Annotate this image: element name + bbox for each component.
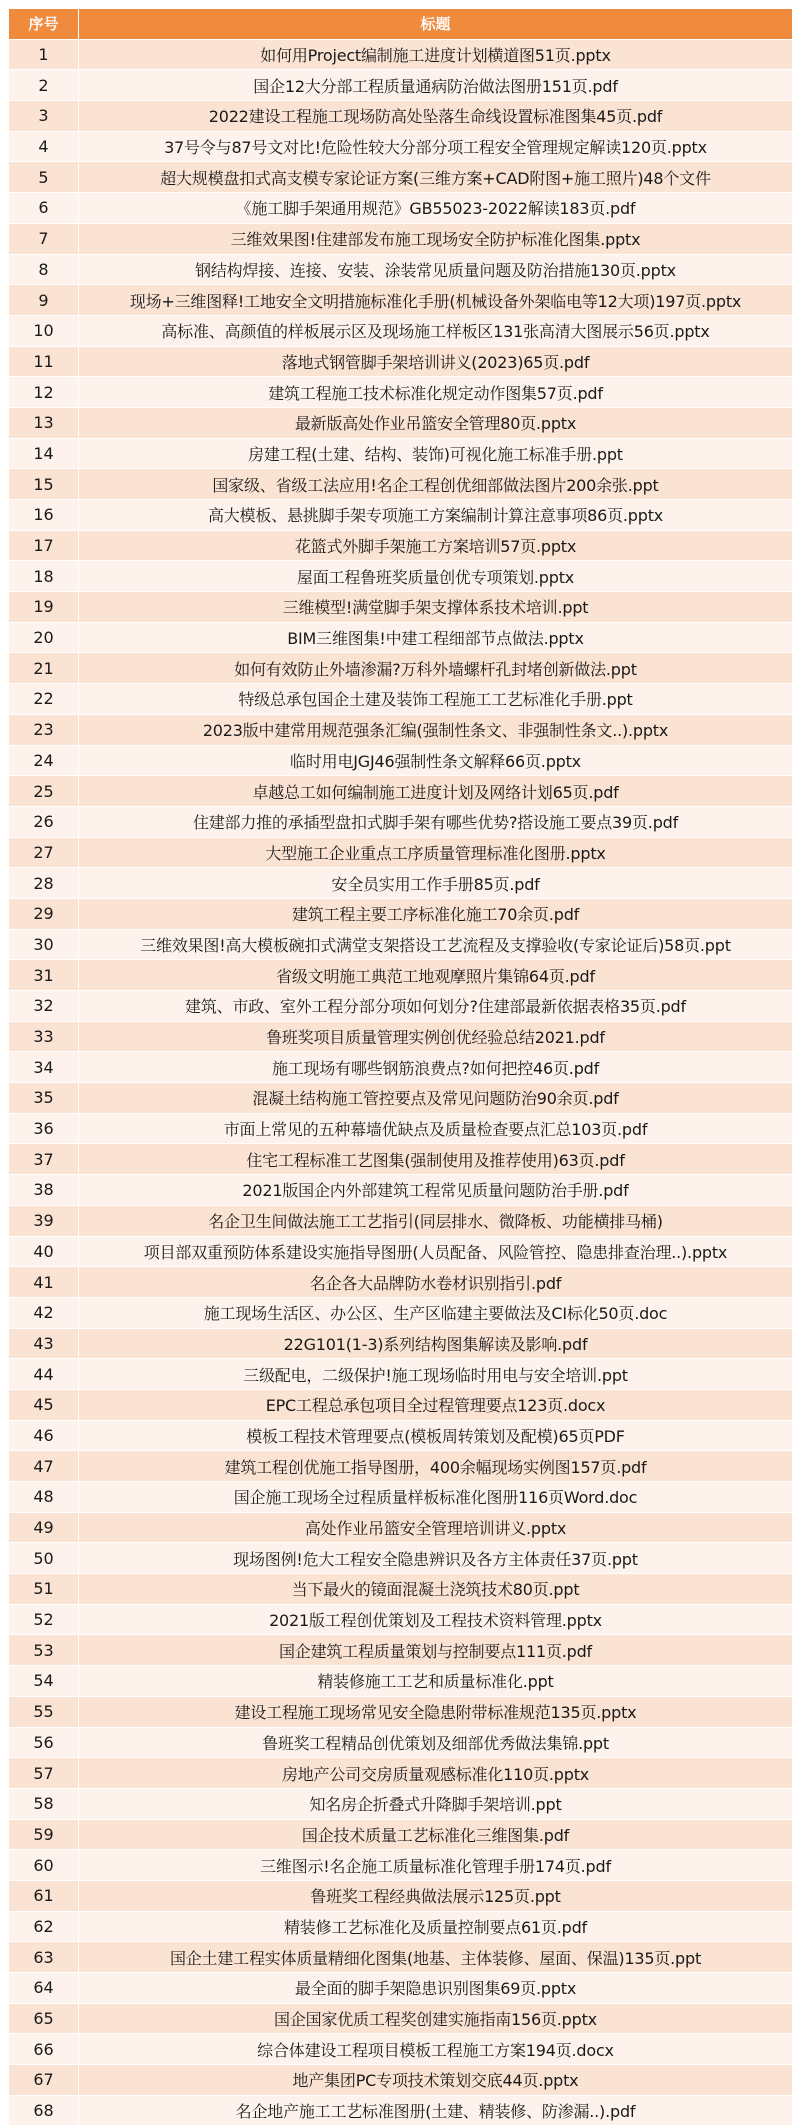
row-number: 38 (9, 1175, 79, 1206)
row-title: 省级文明施工典范工地观摩照片集锦64页.pdf (79, 960, 793, 991)
document-table-container (8, 8, 792, 2126)
table-row (9, 1788, 793, 1819)
table-row (9, 745, 793, 776)
table-row (9, 653, 793, 684)
row-title: BIM三维图集!中建工程细部节点做法.pptx (79, 622, 793, 653)
table-row (9, 561, 793, 592)
row-title: 如何用Project编制施工进度计划横道图51页.pptx (79, 39, 793, 70)
row-title: 2022建设工程施工现场防高处坠落生命线设置标准图集45页.pdf (79, 101, 793, 132)
table-row (9, 1942, 793, 1973)
table-row (9, 1021, 793, 1052)
table-row (9, 346, 793, 377)
row-title: 国企技术质量工艺标准化三维图集.pdf (79, 1819, 793, 1850)
row-title: 混凝土结构施工管控要点及常见问题防治90余页.pdf (79, 1083, 793, 1114)
row-number: 33 (9, 1021, 79, 1052)
row-title: 国企12大分部工程质量通病防治做法图册151页.pdf (79, 70, 793, 101)
row-title: 高标准、高颜值的样板展示区及现场施工样板区131张高清大图展示56页.pptx (79, 315, 793, 346)
row-title: 地产集团PC专项技术策划交底44页.pptx (79, 2065, 793, 2096)
table-row (9, 868, 793, 899)
row-number: 66 (9, 2034, 79, 2065)
row-number: 8 (9, 254, 79, 285)
table-row (9, 1083, 793, 1114)
table-row (9, 837, 793, 868)
table-row (9, 1420, 793, 1451)
row-title: 钢结构焊接、连接、安装、涂装常见质量问题及防治措施130页.pptx (79, 254, 793, 285)
row-number: 48 (9, 1482, 79, 1513)
row-number: 10 (9, 315, 79, 346)
row-title: 建筑工程施工技术标准化规定动作图集57页.pdf (79, 377, 793, 408)
row-title: 项目部双重预防体系建设实施指导图册(人员配备、风险管控、隐患排查治理..).pptx (79, 1236, 793, 1267)
row-number: 60 (9, 1850, 79, 1881)
table-row (9, 162, 793, 193)
row-number: 3 (9, 101, 79, 132)
table-row (9, 407, 793, 438)
row-number: 17 (9, 530, 79, 561)
row-number: 9 (9, 285, 79, 316)
row-number: 29 (9, 898, 79, 929)
table-row (9, 2065, 793, 2096)
table-row (9, 1205, 793, 1236)
row-title: 屋面工程鲁班奖质量创优专项策划.pptx (79, 561, 793, 592)
row-number: 28 (9, 868, 79, 899)
table-row (9, 991, 793, 1022)
table-row (9, 960, 793, 991)
table-row (9, 500, 793, 531)
table-row (9, 1052, 793, 1083)
row-title: 大型施工企业重点工序质量管理标准化图册.pptx (79, 837, 793, 868)
table-row (9, 1297, 793, 1328)
row-title: 国企土建工程实体质量精细化图集(地基、主体装修、屋面、保温)135页.ppt (79, 1942, 793, 1973)
row-title: 国家级、省级工法应用!名企工程创优细部做法图片200余张.ppt (79, 469, 793, 500)
row-title: 特级总承包国企土建及装饰工程施工工艺标准化手册.ppt (79, 684, 793, 715)
table-row (9, 2095, 793, 2126)
row-title: 精装修施工工艺和质量标准化.ppt (79, 1666, 793, 1697)
table-row (9, 377, 793, 408)
row-number: 19 (9, 592, 79, 623)
row-title: 花篮式外脚手架施工方案培训57页.pptx (79, 530, 793, 561)
table-row (9, 469, 793, 500)
table-row (9, 1389, 793, 1420)
row-number: 18 (9, 561, 79, 592)
table-row (9, 684, 793, 715)
table-row (9, 1267, 793, 1298)
row-title: 鲁班奖工程精品创优策划及细部优秀做法集锦.ppt (79, 1727, 793, 1758)
row-title: 三维图示!名企施工质量标准化管理手册174页.pdf (79, 1850, 793, 1881)
table-row (9, 223, 793, 254)
row-title: 《施工脚手架通用规范》GB55023-2022解读183页.pdf (79, 193, 793, 224)
row-title: 最新版高处作业吊篮安全管理80页.pptx (79, 407, 793, 438)
row-title: 房建工程(土建、结构、装饰)可视化施工标准手册.ppt (79, 438, 793, 469)
table-row (9, 1696, 793, 1727)
row-number: 65 (9, 2003, 79, 2034)
row-title: 知名房企折叠式升降脚手架培训.ppt (79, 1788, 793, 1819)
row-title: 国企建筑工程质量策划与控制要点111页.pdf (79, 1635, 793, 1666)
table-row (9, 1144, 793, 1175)
row-title: 现场图例!危大工程安全隐患辨识及各方主体责任37页.ppt (79, 1543, 793, 1574)
row-title: 临时用电JGJ46强制性条文解释66页.pptx (79, 745, 793, 776)
row-number: 26 (9, 806, 79, 837)
table-row (9, 1850, 793, 1881)
row-number: 41 (9, 1267, 79, 1298)
file-list-table (8, 8, 793, 2126)
row-number: 62 (9, 1911, 79, 1942)
row-number: 24 (9, 745, 79, 776)
table-row (9, 1482, 793, 1513)
table-row (9, 1758, 793, 1789)
row-number: 36 (9, 1113, 79, 1144)
row-title: 市面上常见的五种幕墙优缺点及质量检查要点汇总103页.pdf (79, 1113, 793, 1144)
row-number: 30 (9, 929, 79, 960)
row-number: 59 (9, 1819, 79, 1850)
row-number: 58 (9, 1788, 79, 1819)
table-row (9, 438, 793, 469)
row-title: 建设工程施工现场常见安全隐患附带标准规范135页.pptx (79, 1696, 793, 1727)
table-body (9, 39, 793, 2126)
row-number: 53 (9, 1635, 79, 1666)
table-row (9, 1512, 793, 1543)
row-title: 2021版工程创优策划及工程技术资料管理.pptx (79, 1604, 793, 1635)
row-number: 21 (9, 653, 79, 684)
row-title: 建筑、市政、室外工程分部分项如何划分?住建部最新依据表格35页.pdf (79, 991, 793, 1022)
table-row (9, 714, 793, 745)
table-row (9, 131, 793, 162)
row-number: 35 (9, 1083, 79, 1114)
table-row (9, 1328, 793, 1359)
row-title: 施工现场生活区、办公区、生产区临建主要做法及CI标化50页.doc (79, 1297, 793, 1328)
table-row (9, 1574, 793, 1605)
table-row (9, 1543, 793, 1574)
table-row (9, 1113, 793, 1144)
row-number: 64 (9, 1973, 79, 2004)
row-number: 56 (9, 1727, 79, 1758)
row-title: 精装修工艺标准化及质量控制要点61页.pdf (79, 1911, 793, 1942)
row-number: 37 (9, 1144, 79, 1175)
row-number: 43 (9, 1328, 79, 1359)
row-number: 57 (9, 1758, 79, 1789)
row-number: 51 (9, 1574, 79, 1605)
row-number: 45 (9, 1389, 79, 1420)
row-title: 国企施工现场全过程质量样板标准化图册116页Word.doc (79, 1482, 793, 1513)
table-row (9, 776, 793, 807)
row-title: 施工现场有哪些钢筋浪费点?如何把控46页.pdf (79, 1052, 793, 1083)
table-row (9, 898, 793, 929)
row-number: 55 (9, 1696, 79, 1727)
table-row (9, 315, 793, 346)
row-title: 三维效果图!高大模板碗扣式满堂支架搭设工艺流程及支撑验收(专家论证后)58页.ppt (79, 929, 793, 960)
table-row (9, 2034, 793, 2065)
row-title: 落地式钢管脚手架培训讲义(2023)65页.pdf (79, 346, 793, 377)
row-title: 最全面的脚手架隐患识别图集69页.pptx (79, 1973, 793, 2004)
row-number: 6 (9, 193, 79, 224)
row-number: 31 (9, 960, 79, 991)
table-row (9, 1359, 793, 1390)
row-title: 三维模型!满堂脚手架支撑体系技术培训.ppt (79, 592, 793, 623)
row-title: 模板工程技术管理要点(模板周转策划及配模)65页PDF (79, 1420, 793, 1451)
row-number: 40 (9, 1236, 79, 1267)
row-number: 49 (9, 1512, 79, 1543)
row-title: 37号令与87号文对比!危险性较大分部分项工程安全管理规定解读120页.pptx (79, 131, 793, 162)
row-number: 12 (9, 377, 79, 408)
table-row (9, 592, 793, 623)
row-number: 22 (9, 684, 79, 715)
row-title: 三维效果图!住建部发布施工现场安全防护标准化图集.pptx (79, 223, 793, 254)
row-number: 16 (9, 500, 79, 531)
row-title: 国企国家优质工程奖创建实施指南156页.pptx (79, 2003, 793, 2034)
table-row (9, 285, 793, 316)
table-row (9, 1635, 793, 1666)
row-number: 44 (9, 1359, 79, 1390)
row-number: 1 (9, 39, 79, 70)
table-row (9, 1973, 793, 2004)
row-number: 63 (9, 1942, 79, 1973)
row-number: 7 (9, 223, 79, 254)
row-number: 34 (9, 1052, 79, 1083)
row-title: 现场+三维图释!工地安全文明措施标准化手册(机械设备外架临电等12大项)197页.pptx (79, 285, 793, 316)
table-row (9, 1727, 793, 1758)
header-number: 序号 (9, 9, 79, 40)
row-number: 4 (9, 131, 79, 162)
row-title: 安全员实用工作手册85页.pdf (79, 868, 793, 899)
table-row (9, 1666, 793, 1697)
row-number: 2 (9, 70, 79, 101)
row-number: 54 (9, 1666, 79, 1697)
row-title: 卓越总工如何编制施工进度计划及网络计划65页.pdf (79, 776, 793, 807)
table-row (9, 806, 793, 837)
row-title: 如何有效防止外墙渗漏?万科外墙螺杆孔封堵创新做法.ppt (79, 653, 793, 684)
row-number: 50 (9, 1543, 79, 1574)
table-row (9, 193, 793, 224)
row-title: 房地产公司交房质量观感标准化110页.pptx (79, 1758, 793, 1789)
row-number: 11 (9, 346, 79, 377)
row-title: 名企地产施工工艺标准图册(土建、精装修、防渗漏..).pdf (79, 2095, 793, 2126)
row-number: 14 (9, 438, 79, 469)
row-number: 25 (9, 776, 79, 807)
table-row (9, 929, 793, 960)
table-row (9, 1451, 793, 1482)
row-number: 39 (9, 1205, 79, 1236)
row-title: 三级配电，二级保护!施工现场临时用电与安全培训.ppt (79, 1359, 793, 1390)
row-title: 名企各大品牌防水卷材识别指引.pdf (79, 1267, 793, 1298)
row-title: 高处作业吊篮安全管理培训讲义.pptx (79, 1512, 793, 1543)
table-row (9, 101, 793, 132)
row-title: 住建部力推的承插型盘扣式脚手架有哪些优势?搭设施工要点39页.pdf (79, 806, 793, 837)
row-title: 鲁班奖项目质量管理实例创优经验总结2021.pdf (79, 1021, 793, 1052)
table-row (9, 70, 793, 101)
table-row (9, 1819, 793, 1850)
row-number: 42 (9, 1297, 79, 1328)
row-title: 2023版中建常用规范强条汇编(强制性条文、非强制性条文..).pptx (79, 714, 793, 745)
row-title: 建筑工程主要工序标准化施工70余页.pdf (79, 898, 793, 929)
row-title: 22G101(1-3)系列结构图集解读及影响.pdf (79, 1328, 793, 1359)
table-row (9, 1175, 793, 1206)
row-number: 67 (9, 2065, 79, 2096)
row-title: 高大模板、悬挑脚手架专项施工方案编制计算注意事项86页.pptx (79, 500, 793, 531)
row-title: 2021版国企内外部建筑工程常见质量问题防治手册.pdf (79, 1175, 793, 1206)
table-row (9, 530, 793, 561)
header-title: 标题 (79, 9, 793, 40)
row-number: 32 (9, 991, 79, 1022)
row-title: EPC工程总承包项目全过程管理要点123页.docx (79, 1389, 793, 1420)
row-number: 20 (9, 622, 79, 653)
table-row (9, 2003, 793, 2034)
row-number: 15 (9, 469, 79, 500)
table-row (9, 254, 793, 285)
table-header-row (9, 9, 793, 40)
row-title: 鲁班奖工程经典做法展示125页.ppt (79, 1880, 793, 1911)
row-number: 47 (9, 1451, 79, 1482)
row-number: 27 (9, 837, 79, 868)
row-number: 23 (9, 714, 79, 745)
row-number: 68 (9, 2095, 79, 2126)
table-row (9, 622, 793, 653)
row-title: 综合体建设工程项目模板工程施工方案194页.docx (79, 2034, 793, 2065)
row-number: 52 (9, 1604, 79, 1635)
row-number: 61 (9, 1880, 79, 1911)
table-row (9, 1880, 793, 1911)
row-title: 建筑工程创优施工指导图册，400余幅现场实例图157页.pdf (79, 1451, 793, 1482)
table-row (9, 1604, 793, 1635)
row-number: 13 (9, 407, 79, 438)
row-number: 5 (9, 162, 79, 193)
row-title: 当下最火的镜面混凝土浇筑技术80页.ppt (79, 1574, 793, 1605)
table-row (9, 1911, 793, 1942)
row-title: 超大规模盘扣式高支模专家论证方案(三维方案+CAD附图+施工照片)48个文件 (79, 162, 793, 193)
row-number: 46 (9, 1420, 79, 1451)
row-title: 住宅工程标准工艺图集(强制使用及推荐使用)63页.pdf (79, 1144, 793, 1175)
table-row (9, 39, 793, 70)
table-row (9, 1236, 793, 1267)
row-title: 名企卫生间做法施工工艺指引(同层排水、微降板、功能横排马桶) (79, 1205, 793, 1236)
